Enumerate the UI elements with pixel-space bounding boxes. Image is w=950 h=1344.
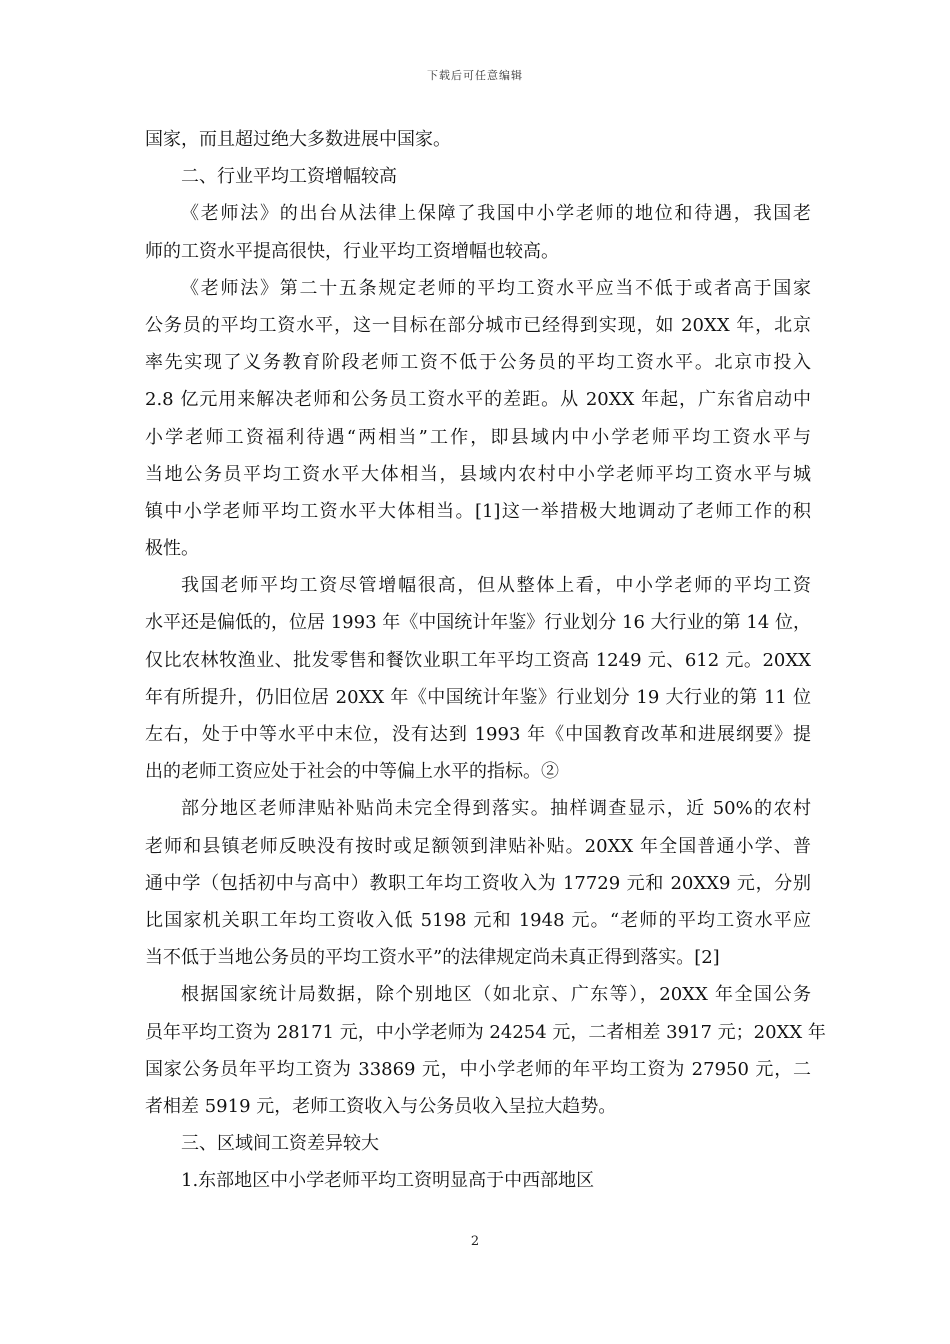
text-line: 极性。 [145,538,199,560]
text-line: 者相差 5919 元，老师工资收入与公务员收入呈拉大趋势。 [145,1095,617,1117]
subsection-heading: 1.东部地区中小学老师平均工资明显高于中西部地区 [181,1170,595,1192]
text-line: 2.8 亿元用来解决老师和公务员工资水平的差距。从 20XX 年起，广东省启动中 [145,389,811,411]
text-line: 《老师法》的出台从法律上保障了我国中小学老师的地位和待遇，我国老 [181,203,811,225]
text-line: 《老师法》第二十五条规定老师的平均工资水平应当不低于或者高于国家 [181,277,811,299]
text-line: 员年平均工资为 28171 元，中小学老师为 24254 元，二者相差 3917 元；20XX 年 [145,1021,826,1043]
text-line: 老师和县镇老师反映没有按时或足额领到津贴补贴。20XX 年全国普通小学、普 [145,835,811,857]
text-line: 国家公务员年平均工资为 33869 元，中小学老师的年平均工资为 27950 元，二 [145,1058,811,1080]
text-line: 比国家机关职工年均工资收入低 5198 元和 1948 元。“老师的平均工资水平应 [145,909,811,931]
section-heading: 二、行业平均工资增幅较高 [181,166,397,188]
text-line: 率先实现了义务教育阶段老师工资不低于公务员的平均工资水平。北京市投入 [145,352,811,374]
text-line: 年有所提升，仍旧位居 20XX 年《中国统计年鉴》行业划分 19 大行业的第 11 位 [145,686,811,708]
text-line: 左右，处于中等水平中末位，没有达到 1993 年《中国教育改革和进展纲要》提 [145,724,811,745]
text-line: 公务员的平均工资水平，这一目标在部分城市已经得到实现，如 20XX 年，北京 [145,314,811,336]
text-line: 根据国家统计局数据，除个别地区（如北京、广东等），20XX 年全国公务 [181,984,811,1006]
text-line: 仅比农林牧渔业、批发零售和餐饮业职工年平均工资高 1249 元、612 元。20XX [145,649,811,671]
text-line: 国家，而且超过绝大多数进展中国家。 [145,129,451,150]
text-line: 镇中小学老师平均工资水平大体相当。[1]这一举措极大地调动了老师工作的积 [145,500,811,522]
document-body [145,121,826,1199]
text-line: 我国老师平均工资尽管增幅很高，但从整体上看，中小学老师的平均工资 [181,575,811,597]
text-line: 部分地区老师津贴补贴尚未完全得到落实。抽样调查显示，近 50%的农村 [181,798,811,820]
page-header: 下载后可任意编辑 [427,69,523,82]
page-number: 2 [470,1234,480,1249]
text-line: 水平还是偏低的，位居 1993 年《中国统计年鉴》行业划分 16 大行业的第 14 位， [145,612,811,634]
text-line: 当不低于当地公务员的平均工资水平”的法律规定尚未真正得到落实。[2] [145,947,720,969]
section-heading: 三、区域间工资差异较大 [181,1133,379,1155]
text-line: 当地公务员平均工资水平大体相当，县域内农村中小学老师平均工资水平与城 [145,463,811,485]
text-line: 通中学（包括初中与高中）教职工年均工资收入为 17729 元和 20XX9 元，分别 [145,872,811,894]
text-line: 小学老师工资福利待遇“两相当”工作，即县域内中小学老师平均工资水平与 [145,426,811,448]
text-line: 出的老师工资应处于社会的中等偏上水平的指标。② [145,761,559,783]
text-line: 师的工资水平提高很快，行业平均工资增幅也较高。 [145,240,559,262]
